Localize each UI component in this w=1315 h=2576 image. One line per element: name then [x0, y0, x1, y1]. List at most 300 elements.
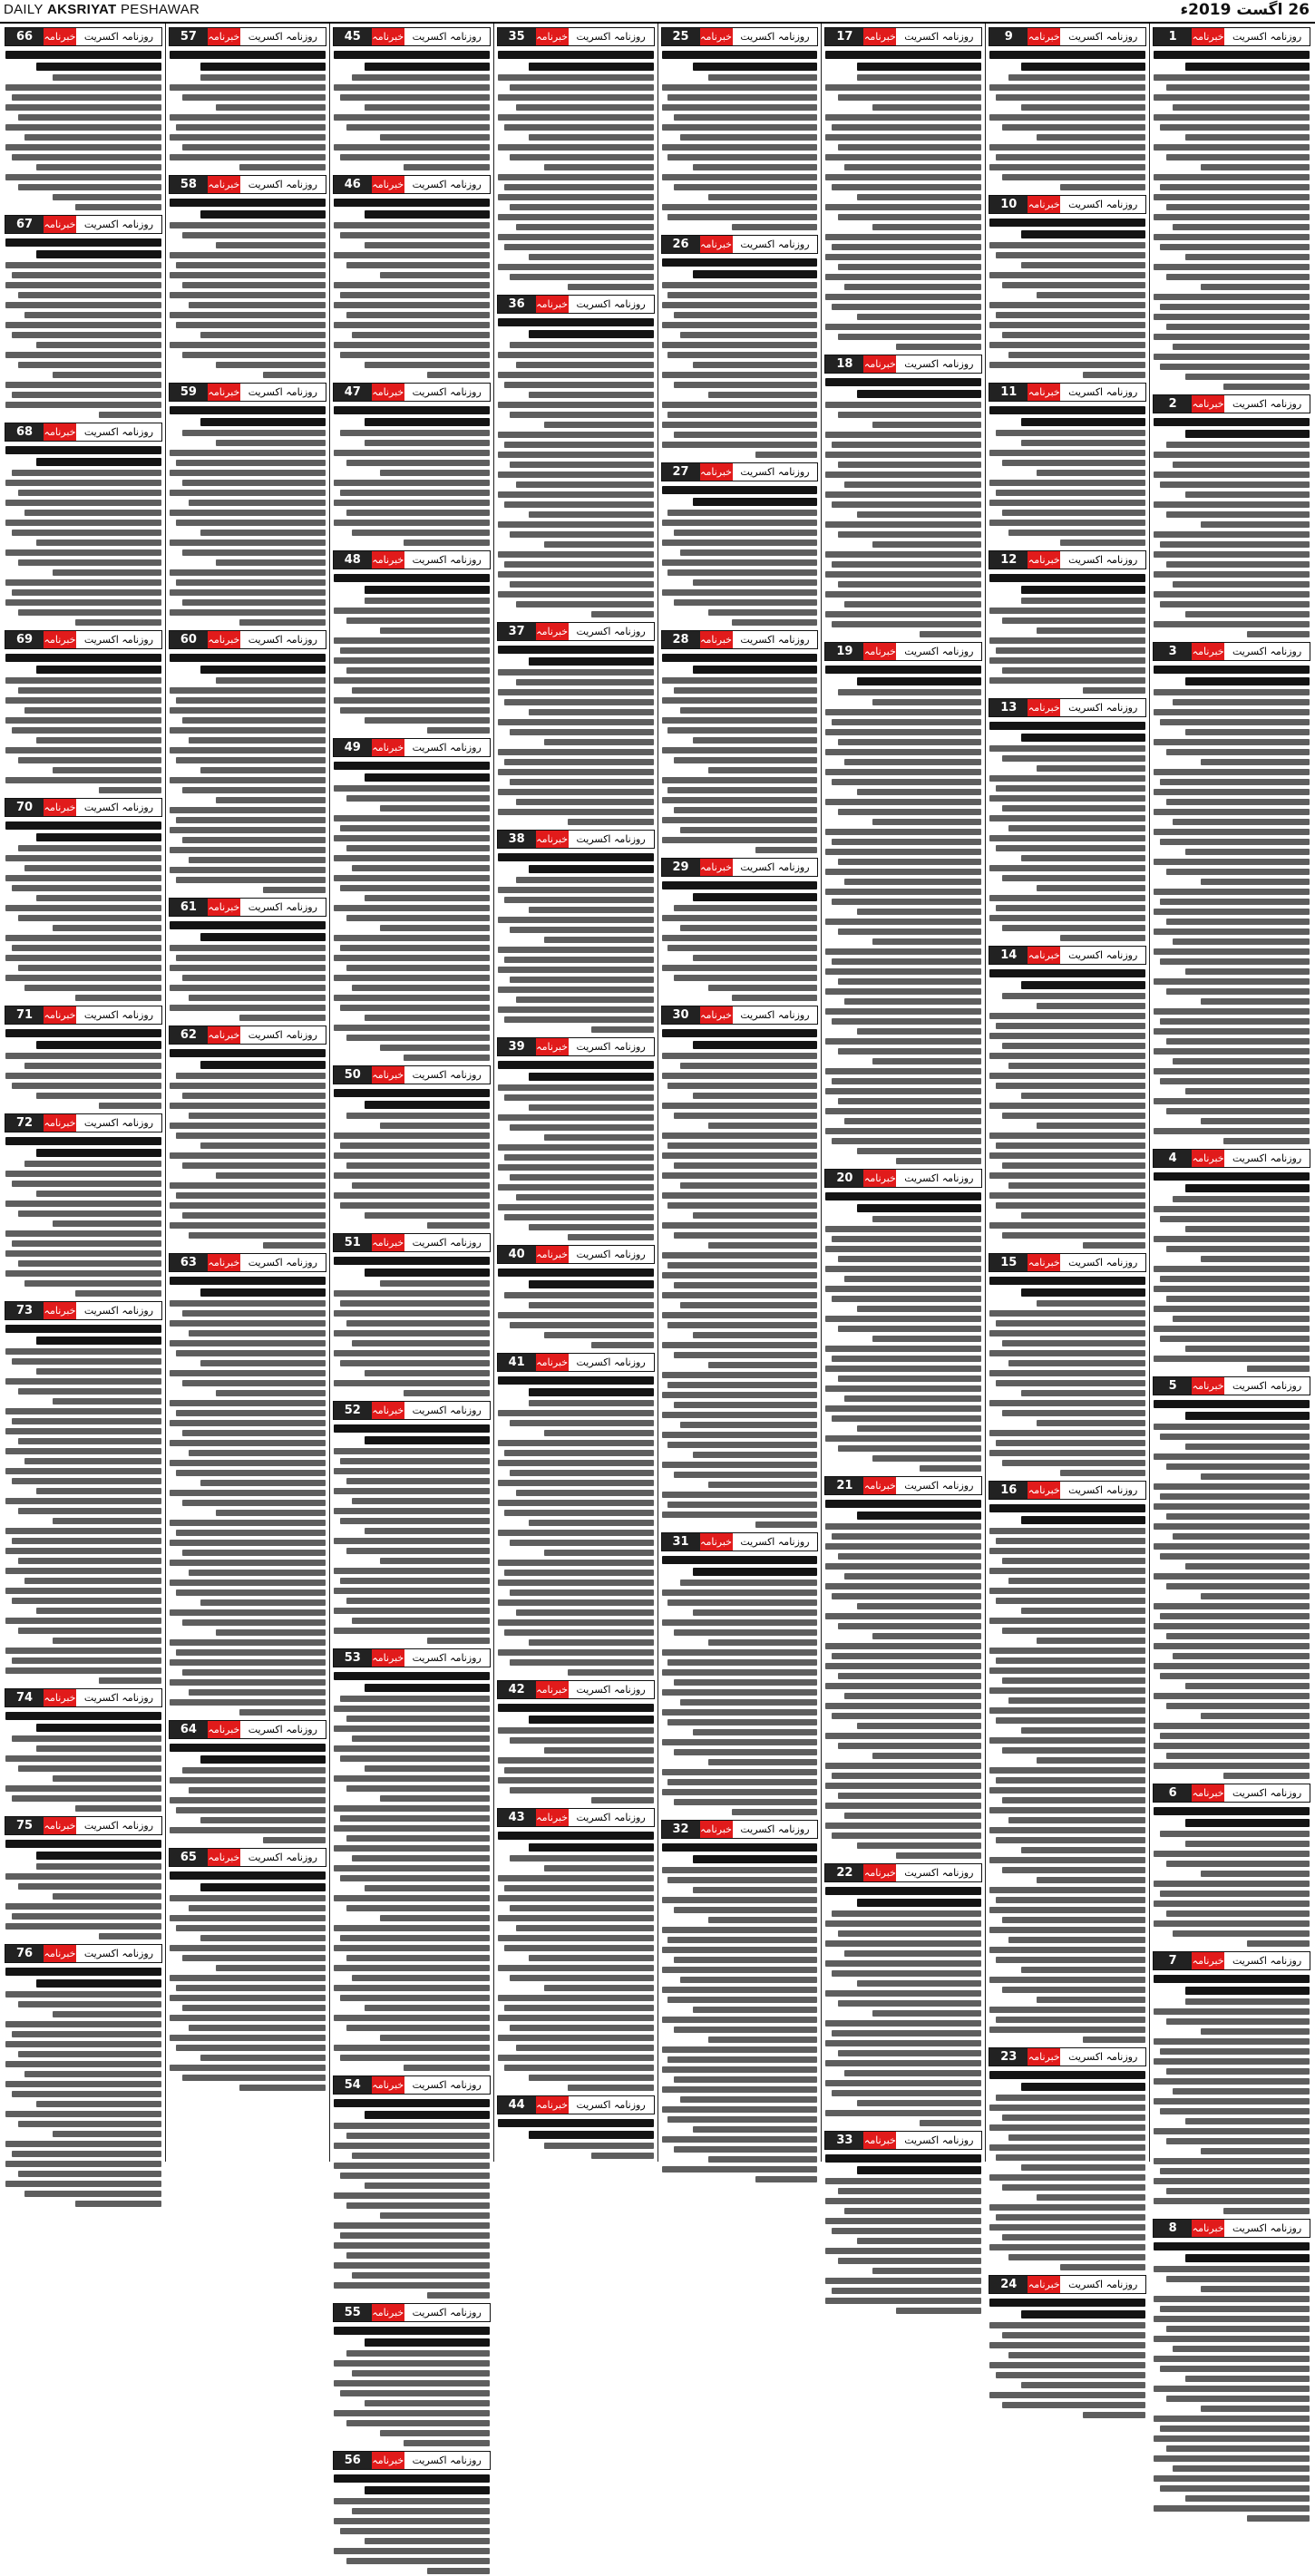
text-line	[498, 1704, 654, 1712]
text-line	[12, 945, 161, 951]
text-line	[365, 1885, 490, 1891]
brief-header-strip	[497, 830, 655, 849]
text-line	[825, 849, 981, 855]
news-brief	[989, 27, 1146, 192]
news-brief	[989, 1253, 1146, 1478]
text-line	[36, 1337, 161, 1345]
text-line	[1160, 1733, 1310, 1739]
text-line	[182, 430, 326, 436]
text-line	[674, 1679, 817, 1686]
text-line	[12, 1735, 161, 1742]
text-line	[708, 1759, 817, 1765]
text-line	[1154, 789, 1310, 795]
brief-header-strip	[989, 946, 1146, 965]
text-line	[1154, 1068, 1310, 1074]
text-line	[989, 1568, 1145, 1574]
text-line	[5, 549, 161, 556]
text-line	[1083, 2036, 1145, 2043]
text-line	[1154, 2505, 1310, 2512]
text-line	[334, 342, 490, 348]
brief-header-strip	[5, 423, 162, 442]
text-line	[170, 985, 326, 991]
text-line	[346, 1835, 490, 1842]
text-line	[36, 1488, 161, 1494]
brief-agency: روزنامہ اکسریت	[404, 1234, 490, 1251]
text-line	[404, 1390, 490, 1396]
text-line	[189, 1905, 326, 1911]
text-line	[1154, 1523, 1310, 1530]
text-line	[1021, 2164, 1146, 2171]
text-line	[12, 94, 161, 101]
text-line	[24, 985, 161, 991]
text-line	[340, 1142, 490, 1149]
brief-text-block	[497, 2117, 655, 2161]
text-line	[674, 807, 817, 813]
text-line	[872, 1336, 981, 1342]
text-line	[99, 1677, 161, 1684]
text-line	[1160, 1553, 1310, 1560]
text-line	[1154, 2198, 1310, 2204]
text-line	[1160, 184, 1310, 190]
text-line	[53, 1518, 161, 1524]
news-column	[329, 24, 493, 2467]
text-line	[529, 709, 654, 715]
text-line	[1002, 1797, 1145, 1803]
text-line	[825, 1783, 981, 1789]
text-line	[662, 915, 818, 921]
text-line	[352, 530, 489, 536]
text-line	[334, 406, 490, 414]
text-line	[182, 837, 326, 843]
text-line	[5, 1137, 161, 1145]
text-line	[346, 2252, 490, 2259]
news-brief	[5, 1688, 162, 1813]
text-line	[170, 1123, 326, 1129]
text-line	[680, 1580, 817, 1586]
news-brief	[989, 195, 1146, 380]
brief-tag: خبرنامہ	[208, 899, 240, 916]
brief-agency: روزنامہ اکسریت	[76, 1114, 161, 1132]
text-line	[989, 775, 1145, 782]
text-line	[872, 422, 981, 428]
text-line	[498, 1061, 654, 1069]
text-line	[504, 1154, 654, 1161]
text-line	[182, 2005, 326, 2011]
text-line	[216, 362, 325, 368]
text-line	[334, 480, 490, 486]
text-line	[674, 1232, 817, 1239]
text-line	[996, 2154, 1145, 2161]
text-line	[844, 2070, 981, 2076]
text-line	[857, 194, 982, 200]
text-line	[1037, 1757, 1145, 1764]
text-line	[857, 677, 982, 685]
brief-tag: خبرنامہ	[372, 28, 404, 45]
text-line	[1173, 462, 1310, 468]
text-line	[182, 1212, 326, 1219]
brief-tag: خبرنامہ	[372, 1649, 404, 1667]
text-line	[340, 1360, 490, 1366]
text-line	[263, 887, 326, 893]
text-line	[989, 1310, 1145, 1317]
text-line	[1173, 1533, 1310, 1540]
text-line	[662, 797, 818, 803]
text-line	[662, 1709, 818, 1716]
text-line	[365, 104, 490, 111]
text-line	[872, 224, 981, 230]
brief-number: 6	[1154, 1784, 1192, 1802]
text-line	[504, 1016, 654, 1023]
text-line	[832, 1296, 981, 1302]
text-line	[200, 1061, 326, 1069]
text-line	[662, 1152, 818, 1159]
text-line	[24, 2191, 161, 2197]
text-line	[825, 749, 981, 755]
text-line	[18, 2121, 161, 2127]
brief-number: 39	[498, 1038, 536, 1055]
news-brief	[1153, 1951, 1310, 2216]
text-line	[510, 1470, 653, 1476]
text-line	[667, 1262, 817, 1269]
brief-tag: خبرنامہ	[1192, 643, 1224, 660]
brief-text-block	[824, 664, 982, 1166]
text-line	[996, 1897, 1145, 1903]
text-line	[662, 2086, 818, 2093]
text-line	[591, 1342, 654, 1348]
brief-number: 52	[334, 1402, 372, 1419]
text-line	[838, 1623, 981, 1629]
text-line	[5, 1873, 161, 1880]
brief-agency: روزنامہ اکسریت	[404, 2076, 490, 2094]
text-line	[996, 154, 1145, 160]
text-line	[182, 282, 326, 288]
brief-text-block	[661, 1554, 819, 1817]
text-line	[18, 687, 161, 694]
news-brief	[989, 1481, 1146, 2045]
text-line	[340, 2528, 490, 2534]
text-line	[1154, 471, 1310, 478]
brief-number: 69	[5, 631, 44, 648]
text-line	[200, 1935, 326, 1941]
text-line	[662, 144, 818, 151]
text-line	[1201, 1256, 1310, 1262]
text-line	[5, 520, 161, 526]
text-line	[1166, 2138, 1310, 2144]
brief-agency: روزنامہ اکسریت	[1224, 643, 1310, 660]
text-line	[12, 530, 161, 536]
brief-tag: خبرنامہ	[1192, 1952, 1224, 1969]
text-line	[5, 1448, 161, 1454]
text-line	[12, 1913, 161, 1920]
brief-text-block	[989, 49, 1146, 192]
news-brief	[989, 383, 1146, 548]
brief-agency: روزنامہ اکسریت	[240, 384, 326, 401]
text-line	[36, 1191, 161, 1197]
text-line	[170, 747, 326, 753]
news-brief	[824, 642, 982, 1166]
text-line	[825, 666, 981, 674]
text-line	[591, 1026, 654, 1033]
text-line	[662, 2066, 818, 2073]
text-line	[667, 945, 817, 951]
text-line	[182, 144, 326, 151]
text-line	[832, 779, 981, 785]
text-line	[662, 442, 818, 448]
text-line	[170, 867, 326, 873]
brief-number: 37	[498, 623, 536, 640]
text-line	[667, 1997, 817, 2003]
text-line	[832, 1415, 981, 1422]
text-line	[404, 2440, 490, 2446]
text-line	[200, 1288, 326, 1297]
text-line	[498, 887, 654, 893]
text-line	[529, 1280, 654, 1288]
text-line	[12, 1795, 161, 1802]
text-line	[838, 1098, 981, 1104]
text-line	[825, 1643, 981, 1649]
text-line	[504, 2065, 654, 2071]
text-line	[352, 332, 489, 338]
text-line	[1185, 1841, 1310, 1847]
text-line	[346, 510, 490, 516]
brief-number: 22	[825, 1864, 863, 1881]
text-line	[693, 1212, 818, 1219]
text-line	[1185, 1444, 1310, 1450]
text-line	[12, 1478, 161, 1484]
brief-agency: روزنامہ اکسریت	[1224, 1784, 1310, 1802]
text-line	[5, 2141, 161, 2147]
text-line	[334, 1568, 490, 1574]
text-line	[334, 677, 490, 684]
text-line	[36, 833, 161, 841]
text-line	[996, 1837, 1145, 1843]
text-line	[5, 579, 161, 586]
text-line	[1160, 1831, 1310, 1837]
text-line	[516, 877, 653, 883]
text-line	[5, 1325, 161, 1333]
brief-agency: روزنامہ اکسریت	[76, 216, 161, 233]
text-line	[920, 631, 982, 637]
text-line	[662, 1272, 818, 1278]
text-line	[667, 412, 817, 418]
text-line	[1021, 2083, 1146, 2091]
text-line	[504, 244, 654, 250]
news-brief	[5, 1944, 162, 2209]
text-line	[334, 199, 490, 207]
text-line	[989, 302, 1145, 308]
brief-text-block	[497, 1059, 655, 1242]
brief-agency: روزنامہ اکسریت	[240, 1254, 326, 1271]
text-line	[989, 915, 1145, 921]
text-line	[516, 224, 653, 230]
text-line	[825, 1940, 981, 1947]
text-line	[182, 2075, 326, 2081]
text-line	[667, 569, 817, 576]
brief-number: 54	[334, 2076, 372, 2094]
text-line	[334, 450, 490, 456]
text-line	[498, 471, 654, 478]
text-line	[1160, 899, 1310, 905]
brief-text-block	[5, 1027, 162, 1111]
text-line	[674, 1402, 817, 1408]
text-line	[674, 1113, 817, 1119]
brief-number: 41	[498, 1354, 536, 1371]
brief-text-block	[661, 1027, 819, 1530]
text-line	[170, 252, 326, 258]
text-line	[36, 1852, 161, 1860]
brief-tag: خبرنامہ	[863, 28, 896, 45]
brief-tag: خبرنامہ	[372, 739, 404, 756]
text-line	[755, 847, 818, 853]
news-brief	[169, 1720, 326, 1845]
text-line	[1201, 521, 1310, 528]
text-line	[1166, 2445, 1310, 2452]
text-line	[1002, 1558, 1145, 1564]
text-line	[1154, 551, 1310, 558]
text-line	[24, 1063, 161, 1069]
brief-tag: خبرنامہ	[44, 1006, 76, 1024]
text-line	[334, 302, 490, 308]
text-line	[708, 1242, 817, 1249]
text-line	[1201, 2028, 1310, 2035]
text-line	[674, 1162, 817, 1169]
text-line	[365, 440, 490, 446]
brief-number: 72	[5, 1114, 44, 1132]
text-line	[5, 2111, 161, 2117]
text-line	[1154, 978, 1310, 985]
text-line	[334, 1672, 490, 1680]
text-line	[176, 1073, 326, 1079]
brief-tag: خبرنامہ	[372, 176, 404, 193]
text-line	[662, 104, 818, 111]
text-line	[5, 104, 161, 111]
text-line	[1247, 2515, 1310, 2522]
text-line	[1173, 1058, 1310, 1064]
text-line	[504, 957, 654, 963]
text-line	[662, 1619, 818, 1626]
text-line	[529, 1388, 654, 1396]
text-line	[334, 855, 490, 861]
text-line	[1160, 1613, 1310, 1619]
text-line	[708, 1362, 817, 1368]
text-line	[1154, 1663, 1310, 1669]
text-line	[832, 1593, 981, 1599]
text-line	[334, 2498, 490, 2504]
text-line	[340, 1696, 490, 1702]
text-line	[352, 865, 489, 871]
text-line	[989, 1132, 1145, 1139]
text-line	[662, 1372, 818, 1378]
text-line	[5, 717, 161, 724]
text-line	[170, 272, 326, 278]
text-line	[1185, 2254, 1310, 2262]
text-line	[825, 1385, 981, 1392]
brief-number: 48	[334, 551, 372, 569]
text-line	[989, 2007, 1145, 2013]
brief-agency: روزنامہ اکسریت	[76, 423, 161, 441]
text-line	[365, 63, 490, 71]
news-brief	[661, 1006, 819, 1530]
text-line	[857, 2100, 982, 2106]
brief-header-strip	[661, 1532, 819, 1551]
brief-agency: روزنامہ اکسریت	[1224, 1952, 1310, 1969]
text-line	[674, 1352, 817, 1358]
text-line	[832, 958, 981, 965]
text-line	[334, 1538, 490, 1544]
text-line	[825, 1038, 981, 1045]
brief-tag: خبرنامہ	[1028, 2276, 1060, 2293]
text-line	[334, 1706, 490, 1712]
text-line	[662, 1927, 818, 1933]
text-line	[12, 1418, 161, 1424]
text-line	[1154, 2475, 1310, 2482]
text-line	[529, 254, 654, 260]
text-line	[844, 164, 981, 170]
text-line	[1002, 1987, 1145, 1993]
text-line	[5, 480, 161, 486]
text-line	[896, 1158, 982, 1164]
text-line	[1160, 2425, 1310, 2432]
text-line	[5, 1073, 161, 1079]
text-line	[825, 611, 981, 617]
brief-header-strip	[497, 1680, 655, 1699]
text-line	[182, 1500, 326, 1506]
text-line	[1154, 334, 1310, 340]
text-line	[5, 777, 161, 783]
text-line	[170, 1915, 326, 1921]
text-line	[36, 164, 161, 170]
text-line	[1154, 2336, 1310, 2342]
text-line	[176, 1470, 326, 1476]
text-line	[346, 1716, 490, 1722]
brief-text-block	[169, 49, 326, 172]
text-line	[1154, 2008, 1310, 2015]
news-brief	[661, 858, 819, 1003]
text-line	[896, 344, 982, 350]
text-line	[498, 917, 654, 923]
text-line	[996, 785, 1145, 792]
news-brief	[5, 1301, 162, 1686]
text-line	[498, 1832, 654, 1840]
brief-header-strip	[333, 27, 491, 46]
text-line	[18, 1438, 161, 1444]
brief-text-block	[5, 49, 162, 212]
text-line	[989, 1073, 1145, 1079]
text-line	[1021, 2310, 1146, 2318]
text-line	[53, 1893, 161, 1900]
text-line	[662, 84, 818, 91]
text-line	[365, 418, 490, 426]
text-line	[708, 194, 817, 200]
news-brief	[333, 2451, 491, 2576]
text-line	[872, 104, 981, 111]
text-line	[365, 1015, 490, 1021]
text-line	[352, 2272, 489, 2279]
text-line	[568, 1669, 654, 1676]
text-line	[825, 1803, 981, 1809]
text-line	[857, 1148, 982, 1154]
text-line	[1160, 541, 1310, 548]
text-line	[5, 1618, 161, 1624]
masthead-city: PESHAWAR	[121, 2, 200, 17]
text-line	[693, 1568, 818, 1576]
text-line	[176, 460, 326, 466]
brief-number: 15	[989, 1254, 1028, 1271]
text-line	[498, 2035, 654, 2041]
text-line	[189, 1450, 326, 1456]
text-line	[989, 500, 1145, 506]
text-line	[498, 1619, 654, 1626]
